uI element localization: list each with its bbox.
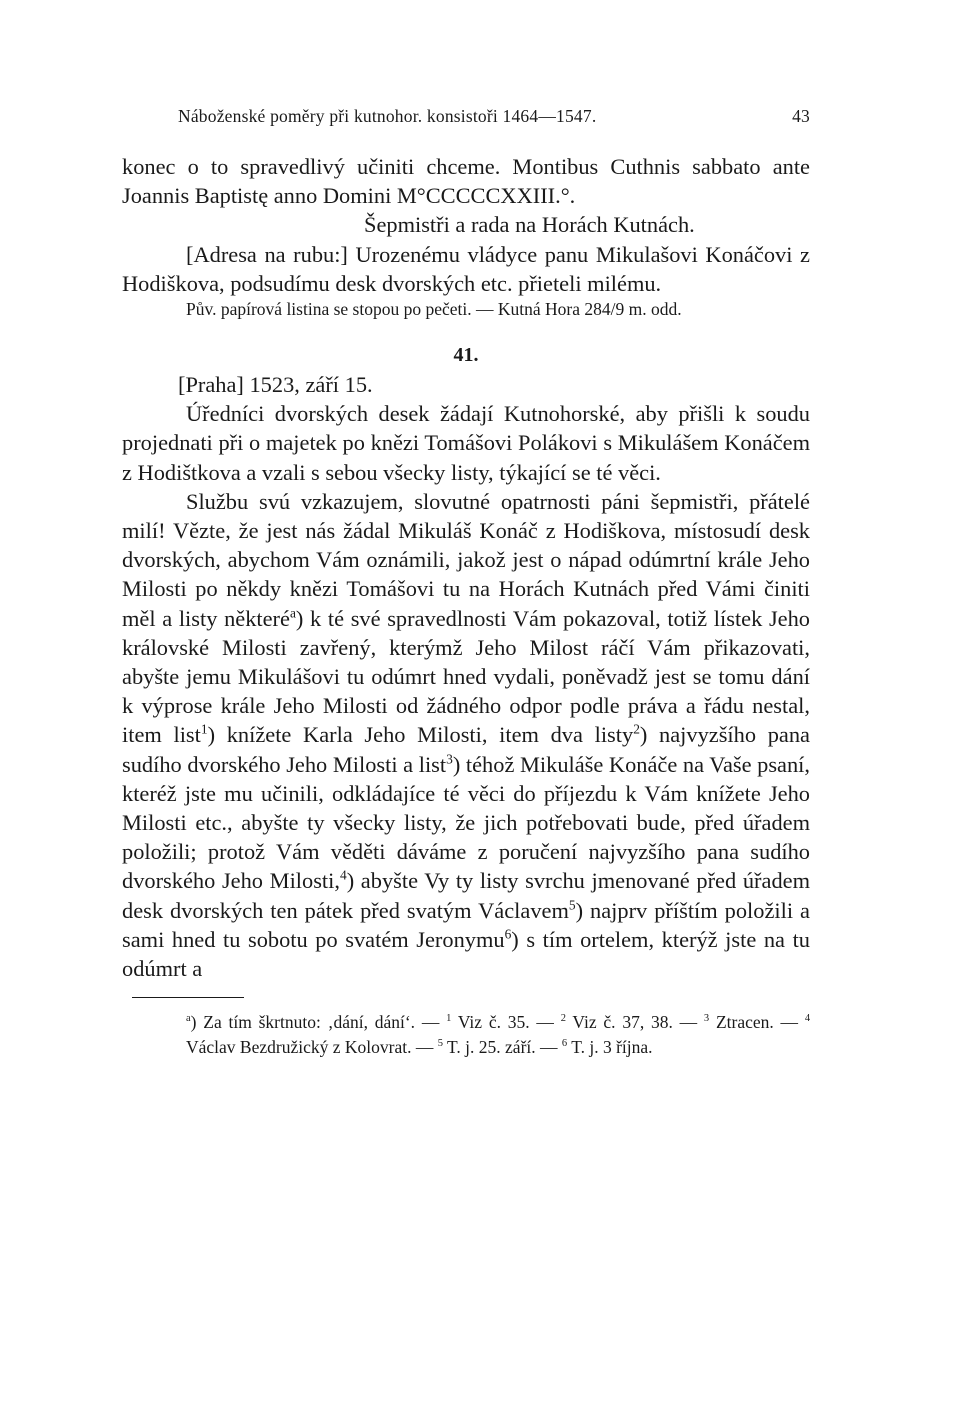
text-run: ) s tím ortelem, kterýž jste na tu odúmrt a bbox=[122, 926, 810, 982]
footnote-text: ) Za tím škrtnuto: ‚dání, dání‘. — bbox=[190, 1012, 440, 1033]
page-number: 43 bbox=[792, 106, 810, 126]
text-run: Službu svú vzkazujem, slovutné opatrnosti páni šepmistři, přátelé milí! Vězte, že jest nás žádal Mikuláš Konáč z Hodiškova, místosudí desk dvorských, abychom Vám oznámili, jakož jest o nápad odúmrtní krále Jeho Milosti po někdy knězi Tomášovi tu na Horách Kutnách před Vámi činiti měl a listy některé bbox=[122, 488, 810, 631]
document-summary: Úředníci dvorských desek žádají Kutnohorské, aby přišli k soudu projednati při o majetek po knězi Tomášovi Polákovi s Mikulášem Konáčem z Hodištkova a vzali s sebou všecky listy, týkající se té věci. bbox=[122, 401, 810, 485]
footnote-marker: 5 bbox=[568, 897, 576, 913]
footnote-text: T. j. 3 října. bbox=[571, 1036, 653, 1057]
footnote-text: Viz č. 37, 38. — bbox=[572, 1012, 698, 1033]
footnote-marker: 5 bbox=[437, 1037, 443, 1049]
text-run: ) knížete Karla Jeho Milosti, item dva listy bbox=[207, 722, 634, 748]
footnote-marker: 4 bbox=[804, 1013, 811, 1025]
footnote-marker: 6 bbox=[561, 1037, 568, 1049]
document-number: 41. bbox=[453, 344, 479, 367]
text-run: ) najprv příštím položili a sami hned tu sobotu po svatém Jeronymu bbox=[122, 897, 810, 952]
text-run: ) najvyzšího pana sudího dvorského Jeho Milosti a list bbox=[122, 722, 810, 777]
footnote-text: T. j. 25. září. — bbox=[447, 1036, 558, 1057]
page-body bbox=[122, 152, 810, 983]
running-header bbox=[122, 106, 810, 130]
footnote-text: Viz č. 35. — bbox=[457, 1012, 554, 1033]
previous-letter-closing: konec o to spravedlivý učiniti chceme. Montibus Cuthnis sabbato ante Joannis Baptistę anno Domini M°CCCCCXXIII.°. bbox=[122, 154, 810, 209]
footnote-marker: 6 bbox=[504, 926, 512, 942]
footnote-marker: 2 bbox=[633, 721, 640, 737]
text-run: ) k té své spravedlnosti Vám pokazoval, totiž lístek Jeho královské Milosti zavřený, kterýmž Jeho Milost ráčí Vám přikazovati, abyšte jemu Mikulášovi tu odúmrt hned vydali, poněvadž jest se tomu dání k výprose krále Jeho Milosti od žádného odpor podle práva a řádu nestal, item list bbox=[122, 605, 810, 748]
footnote-marker: 2 bbox=[560, 1013, 566, 1025]
document-dateline: [Praha] 1523, září 15. bbox=[178, 372, 373, 398]
footnote-marker: 3 bbox=[446, 751, 453, 767]
previous-letter-address: [Adresa na rubu:] Urozenému vládyce panu Mikulašovi Konáčovi z Hodiškova, podsudímu desk dvorských etc. přieteli milému. bbox=[122, 241, 810, 296]
footnote-marker: 1 bbox=[446, 1013, 452, 1025]
footnote-text: Ztracen. — bbox=[715, 1012, 799, 1033]
text-run: ) téhož Mikuláše Konáče na Vaše psaní, kteréž jste mu učinili, odkládajíce té věci do příjezdu k Vám knížete Jeho Milosti etc., abyšte ty všecky listy, že jich potřebovati bude, před úřadem položili; protož Vám věděti dáváme z poručení najvyzšího pana sudího dvorského Jeho Milosti, bbox=[122, 751, 810, 894]
footnote-marker: a bbox=[289, 605, 296, 621]
running-title: Náboženské poměry při kutnohor. konsistoři 1464—1547. bbox=[178, 106, 597, 126]
source-note: Pův. papírová listina se stopou po pečeti. — Kutná Hora 284/9 m. odd. bbox=[186, 299, 682, 320]
book-page bbox=[122, 106, 810, 1059]
footnote-marker: a bbox=[186, 1013, 191, 1025]
text-run: ) abyšte Vy ty listy svrchu jmenované před úřadem desk dvorských ten pátek před svatým Václavem bbox=[122, 868, 810, 923]
footnote-marker: 4 bbox=[339, 868, 347, 883]
footnote-marker: 1 bbox=[200, 721, 208, 737]
footnote-list bbox=[122, 1010, 810, 1059]
document-text bbox=[122, 487, 810, 983]
footnotes bbox=[122, 1010, 810, 1059]
footnote-text: Václav Bezdružický z Kolovrat. — bbox=[186, 1036, 434, 1057]
previous-letter-signature: Šepmistři a rada na Horách Kutnách. bbox=[364, 212, 695, 238]
footnote-divider bbox=[132, 997, 244, 998]
footnote-marker: 3 bbox=[703, 1013, 710, 1025]
